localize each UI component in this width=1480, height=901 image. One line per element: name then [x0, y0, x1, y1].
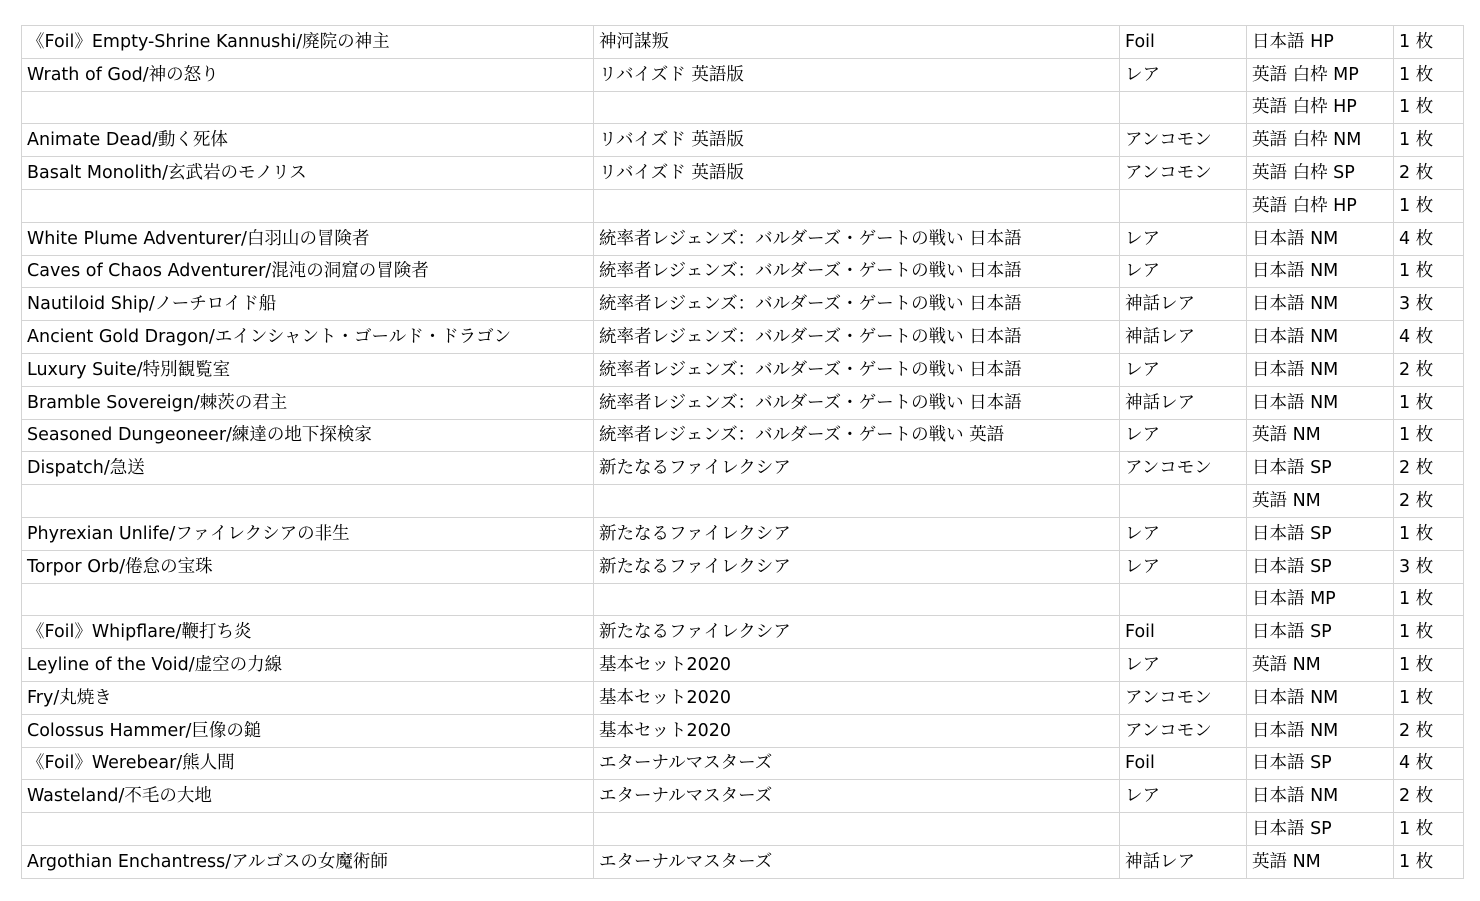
card-rarity-cell: 神話レア [1120, 321, 1247, 354]
card-set-cell [594, 583, 1120, 616]
card-condition-cell: 日本語 SP [1247, 747, 1394, 780]
table-row [22, 353, 1464, 386]
card-quantity-cell: 1 枚 [1394, 386, 1464, 419]
card-condition-cell: 日本語 SP [1247, 550, 1394, 583]
table-row [22, 649, 1464, 682]
table-row [22, 845, 1464, 878]
card-name-cell: Colossus Hammer/巨像の鎚 [22, 714, 594, 747]
card-set-cell: リバイズド 英語版 [594, 157, 1120, 190]
card-quantity-cell: 4 枚 [1394, 321, 1464, 354]
card-name-cell: Fry/丸焼き [22, 681, 594, 714]
table-row [22, 714, 1464, 747]
card-set-cell: エターナルマスターズ [594, 780, 1120, 813]
card-name-cell: Nautiloid Ship/ノーチロイド船 [22, 288, 594, 321]
card-set-cell [594, 485, 1120, 518]
table-row [22, 255, 1464, 288]
card-set-cell: 基本セット2020 [594, 649, 1120, 682]
card-quantity-cell: 4 枚 [1394, 747, 1464, 780]
card-inventory-body [22, 26, 1464, 879]
card-condition-cell: 日本語 SP [1247, 517, 1394, 550]
card-set-cell: 統率者レジェンズ：バルダーズ・ゲートの戦い 日本語 [594, 222, 1120, 255]
card-quantity-cell: 1 枚 [1394, 813, 1464, 846]
card-set-cell: 統率者レジェンズ：バルダーズ・ゲートの戦い 英語 [594, 419, 1120, 452]
card-name-cell: Wrath of God/神の怒り [22, 58, 594, 91]
card-rarity-cell: Foil [1120, 616, 1247, 649]
card-rarity-cell: レア [1120, 517, 1247, 550]
card-rarity-cell: アンコモン [1120, 452, 1247, 485]
card-set-cell [594, 91, 1120, 124]
card-set-cell: リバイズド 英語版 [594, 58, 1120, 91]
card-name-cell: Phyrexian Unlife/ファイレクシアの非生 [22, 517, 594, 550]
card-quantity-cell: 1 枚 [1394, 91, 1464, 124]
card-quantity-cell: 2 枚 [1394, 485, 1464, 518]
card-rarity-cell: Foil [1120, 26, 1247, 59]
card-rarity-cell: 神話レア [1120, 386, 1247, 419]
card-set-cell [594, 189, 1120, 222]
card-condition-cell: 英語 NM [1247, 485, 1394, 518]
card-quantity-cell: 1 枚 [1394, 583, 1464, 616]
card-rarity-cell: アンコモン [1120, 681, 1247, 714]
card-set-cell: 統率者レジェンズ：バルダーズ・ゲートの戦い 日本語 [594, 321, 1120, 354]
card-rarity-cell: レア [1120, 780, 1247, 813]
card-quantity-cell: 1 枚 [1394, 26, 1464, 59]
card-rarity-cell [1120, 583, 1247, 616]
table-row [22, 58, 1464, 91]
card-rarity-cell: レア [1120, 419, 1247, 452]
card-quantity-cell: 1 枚 [1394, 649, 1464, 682]
card-name-cell: Ancient Gold Dragon/エインシャント・ゴールド・ドラゴン [22, 321, 594, 354]
card-set-cell: 統率者レジェンズ：バルダーズ・ゲートの戦い 日本語 [594, 386, 1120, 419]
table-row [22, 616, 1464, 649]
card-quantity-cell: 3 枚 [1394, 550, 1464, 583]
card-quantity-cell: 3 枚 [1394, 288, 1464, 321]
card-quantity-cell: 2 枚 [1394, 353, 1464, 386]
card-condition-cell: 英語 白枠 MP [1247, 58, 1394, 91]
card-inventory-table [21, 25, 1464, 879]
card-name-cell: Argothian Enchantress/アルゴスの女魔術師 [22, 845, 594, 878]
card-quantity-cell: 2 枚 [1394, 714, 1464, 747]
card-condition-cell: 英語 白枠 NM [1247, 124, 1394, 157]
card-name-cell: Torpor Orb/倦怠の宝珠 [22, 550, 594, 583]
card-set-cell: エターナルマスターズ [594, 845, 1120, 878]
card-set-cell: 新たなるファイレクシア [594, 452, 1120, 485]
card-name-cell: Luxury Suite/特別観覧室 [22, 353, 594, 386]
card-name-cell [22, 813, 594, 846]
card-condition-cell: 英語 NM [1247, 419, 1394, 452]
table-row [22, 386, 1464, 419]
card-rarity-cell [1120, 485, 1247, 518]
card-set-cell: 新たなるファイレクシア [594, 550, 1120, 583]
card-condition-cell: 英語 白枠 HP [1247, 91, 1394, 124]
card-condition-cell: 英語 NM [1247, 649, 1394, 682]
card-name-cell: Seasoned Dungeoneer/練達の地下探検家 [22, 419, 594, 452]
table-row [22, 189, 1464, 222]
card-rarity-cell: レア [1120, 222, 1247, 255]
table-row [22, 583, 1464, 616]
card-set-cell: 基本セット2020 [594, 681, 1120, 714]
card-quantity-cell: 1 枚 [1394, 255, 1464, 288]
card-condition-cell: 日本語 NM [1247, 780, 1394, 813]
card-condition-cell: 日本語 NM [1247, 222, 1394, 255]
card-condition-cell: 日本語 SP [1247, 452, 1394, 485]
card-quantity-cell: 1 枚 [1394, 616, 1464, 649]
card-rarity-cell: レア [1120, 255, 1247, 288]
table-row [22, 517, 1464, 550]
card-name-cell: Wasteland/不毛の大地 [22, 780, 594, 813]
table-row [22, 550, 1464, 583]
table-row [22, 288, 1464, 321]
card-set-cell: 統率者レジェンズ：バルダーズ・ゲートの戦い 日本語 [594, 353, 1120, 386]
card-set-cell: リバイズド 英語版 [594, 124, 1120, 157]
card-condition-cell: 日本語 NM [1247, 288, 1394, 321]
card-condition-cell: 英語 白枠 HP [1247, 189, 1394, 222]
card-set-cell: エターナルマスターズ [594, 747, 1120, 780]
card-name-cell: Leyline of the Void/虚空の力線 [22, 649, 594, 682]
card-set-cell [594, 813, 1120, 846]
card-condition-cell: 日本語 NM [1247, 714, 1394, 747]
card-condition-cell: 英語 NM [1247, 845, 1394, 878]
card-condition-cell: 日本語 SP [1247, 813, 1394, 846]
card-name-cell [22, 485, 594, 518]
card-quantity-cell: 1 枚 [1394, 419, 1464, 452]
card-rarity-cell: Foil [1120, 747, 1247, 780]
card-condition-cell: 日本語 NM [1247, 353, 1394, 386]
card-condition-cell: 日本語 SP [1247, 616, 1394, 649]
card-condition-cell: 日本語 MP [1247, 583, 1394, 616]
card-set-cell: 新たなるファイレクシア [594, 616, 1120, 649]
card-quantity-cell: 1 枚 [1394, 58, 1464, 91]
card-condition-cell: 日本語 NM [1247, 681, 1394, 714]
card-name-cell: 《Foil》Empty-Shrine Kannushi/廃院の神主 [22, 26, 594, 59]
card-rarity-cell: 神話レア [1120, 288, 1247, 321]
card-rarity-cell: レア [1120, 550, 1247, 583]
card-rarity-cell: レア [1120, 353, 1247, 386]
card-quantity-cell: 2 枚 [1394, 157, 1464, 190]
card-rarity-cell: レア [1120, 649, 1247, 682]
table-row [22, 780, 1464, 813]
table-row [22, 485, 1464, 518]
card-rarity-cell [1120, 813, 1247, 846]
card-rarity-cell [1120, 91, 1247, 124]
card-name-cell: 《Foil》Whipflare/鞭打ち炎 [22, 616, 594, 649]
card-name-cell: Animate Dead/動く死体 [22, 124, 594, 157]
card-quantity-cell: 1 枚 [1394, 845, 1464, 878]
card-rarity-cell: アンコモン [1120, 714, 1247, 747]
card-set-cell: 統率者レジェンズ：バルダーズ・ゲートの戦い 日本語 [594, 255, 1120, 288]
card-quantity-cell: 1 枚 [1394, 681, 1464, 714]
card-name-cell: Basalt Monolith/玄武岩のモノリス [22, 157, 594, 190]
card-name-cell: White Plume Adventurer/白羽山の冒険者 [22, 222, 594, 255]
card-condition-cell: 日本語 NM [1247, 386, 1394, 419]
card-condition-cell: 日本語 HP [1247, 26, 1394, 59]
card-name-cell: Caves of Chaos Adventurer/混沌の洞窟の冒険者 [22, 255, 594, 288]
table-row [22, 452, 1464, 485]
table-row [22, 124, 1464, 157]
card-condition-cell: 日本語 NM [1247, 321, 1394, 354]
card-quantity-cell: 2 枚 [1394, 452, 1464, 485]
card-name-cell [22, 189, 594, 222]
card-set-cell: 新たなるファイレクシア [594, 517, 1120, 550]
card-condition-cell: 日本語 NM [1247, 255, 1394, 288]
card-name-cell: 《Foil》Werebear/熊人間 [22, 747, 594, 780]
card-quantity-cell: 2 枚 [1394, 780, 1464, 813]
table-row [22, 26, 1464, 59]
card-quantity-cell: 1 枚 [1394, 189, 1464, 222]
table-row [22, 157, 1464, 190]
card-rarity-cell: 神話レア [1120, 845, 1247, 878]
table-row [22, 419, 1464, 452]
card-name-cell [22, 583, 594, 616]
table-row [22, 321, 1464, 354]
card-quantity-cell: 4 枚 [1394, 222, 1464, 255]
card-set-cell: 統率者レジェンズ：バルダーズ・ゲートの戦い 日本語 [594, 288, 1120, 321]
table-row [22, 222, 1464, 255]
card-rarity-cell [1120, 189, 1247, 222]
table-row [22, 681, 1464, 714]
card-rarity-cell: レア [1120, 58, 1247, 91]
card-rarity-cell: アンコモン [1120, 124, 1247, 157]
table-row [22, 813, 1464, 846]
card-set-cell: 神河謀叛 [594, 26, 1120, 59]
card-name-cell [22, 91, 594, 124]
card-set-cell: 基本セット2020 [594, 714, 1120, 747]
card-condition-cell: 英語 白枠 SP [1247, 157, 1394, 190]
table-row [22, 91, 1464, 124]
card-rarity-cell: アンコモン [1120, 157, 1247, 190]
card-name-cell: Dispatch/急送 [22, 452, 594, 485]
table-row [22, 747, 1464, 780]
card-name-cell: Bramble Sovereign/棘茨の君主 [22, 386, 594, 419]
card-quantity-cell: 1 枚 [1394, 124, 1464, 157]
card-quantity-cell: 1 枚 [1394, 517, 1464, 550]
